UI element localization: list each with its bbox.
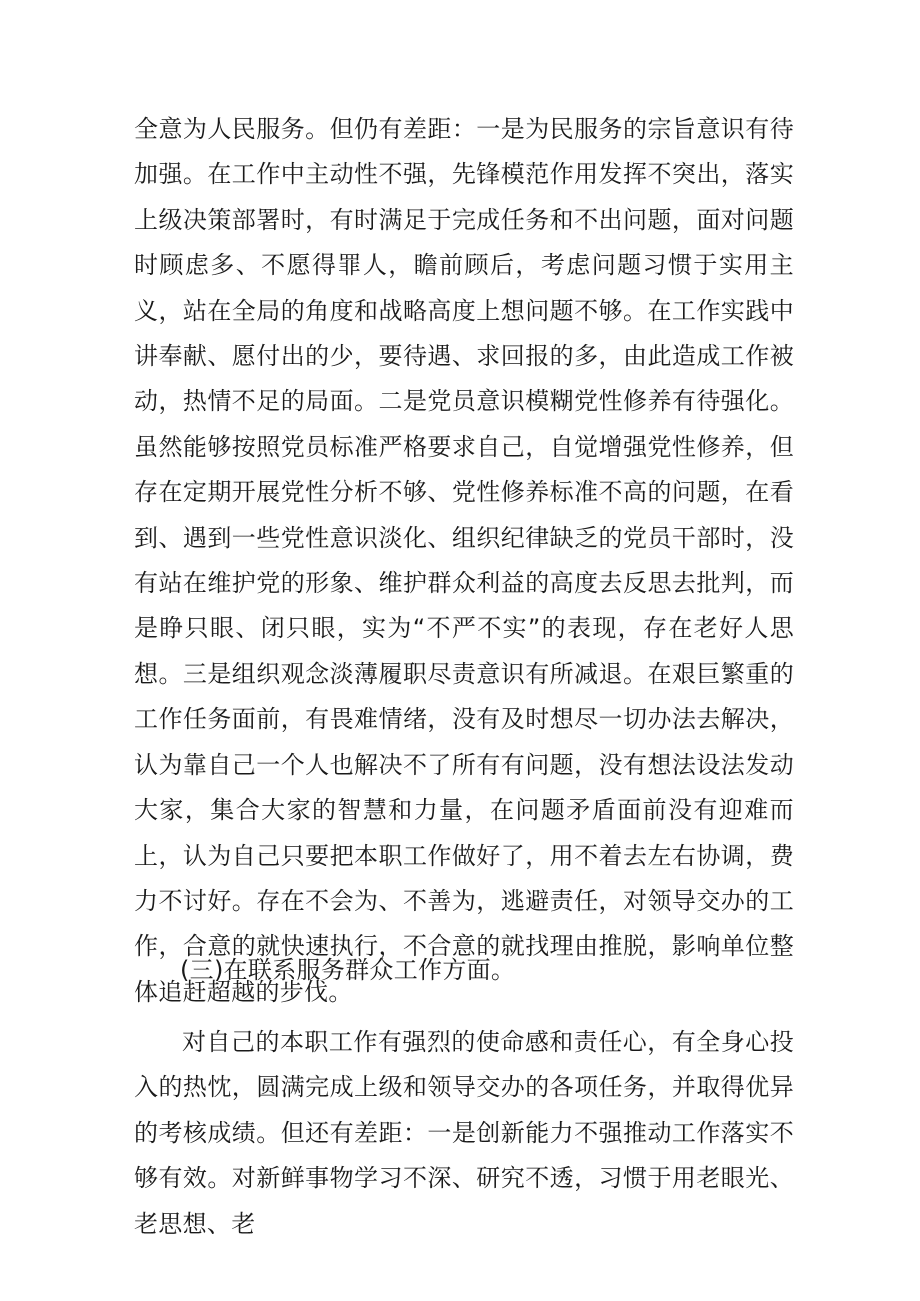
section-heading: (三)在联系服务群众工作方面。	[180, 956, 516, 984]
body-paragraph-1: 全意为人民服务。但仍有差距：一是为民服务的宗旨意识有待加强。在工作中主动性不强，先锋模范作用发挥不突出，落实上级决策部署时，有时满足于完成任务和不出问题，面对问题时顾虑多、不愿得罪人，瞻前顾后，考虑问题习惯于实用主义，站在全局的角度和战略高度上想问题不够。在工作实践中讲奉献、愿付出的少，要待遇、求回报的多，由此造成工作被动，热情不足的局面。二是党员意识模糊党性修养有待强化。虽然能够按照党员标准严格要求自己，自觉增强党性修养，但存在定期开展党性分析不够、党性修养标准不高的问题，在看到、遇到一些党性意识淡化、组织纪律缺乏的党员干部时，没有站在维护党的形象、维护群众利益的高度去反思去批判，而是睁只眼、闭只眼，实为“不严不实”的表现，存在老好人思想。三是组织观念淡薄履职尽责意识有所减退。在艰巨繁重的工作任务面前，有畏难情绪，没有及时想尽一切办法去解决，认为靠自己一个人也解决不了所有有问题，没有想法设法发动大家，集合大家的智慧和力量，在问题矛盾面前没有迎难而上，认为自己只要把本职工作做好了，用不着去左右协调，费力不讨好。存在不会为、不善为，逃避责任，对领导交办的工作，合意的就快速执行，不合意的就找理由推脱，影响单位整体追赶超越的步伐。	[134, 115, 794, 1006]
body-paragraph-2: 对自己的本职工作有强烈的使命感和责任心，有全身心投入的热忱，圆满完成上级和领导交办的各项任务，并取得优异的考核成绩。但还有差距：一是创新能力不强推动工作落实不够有效。对新鲜事物学习不深、研究不透，习惯于用老眼光、老思想、老	[134, 1028, 794, 1238]
